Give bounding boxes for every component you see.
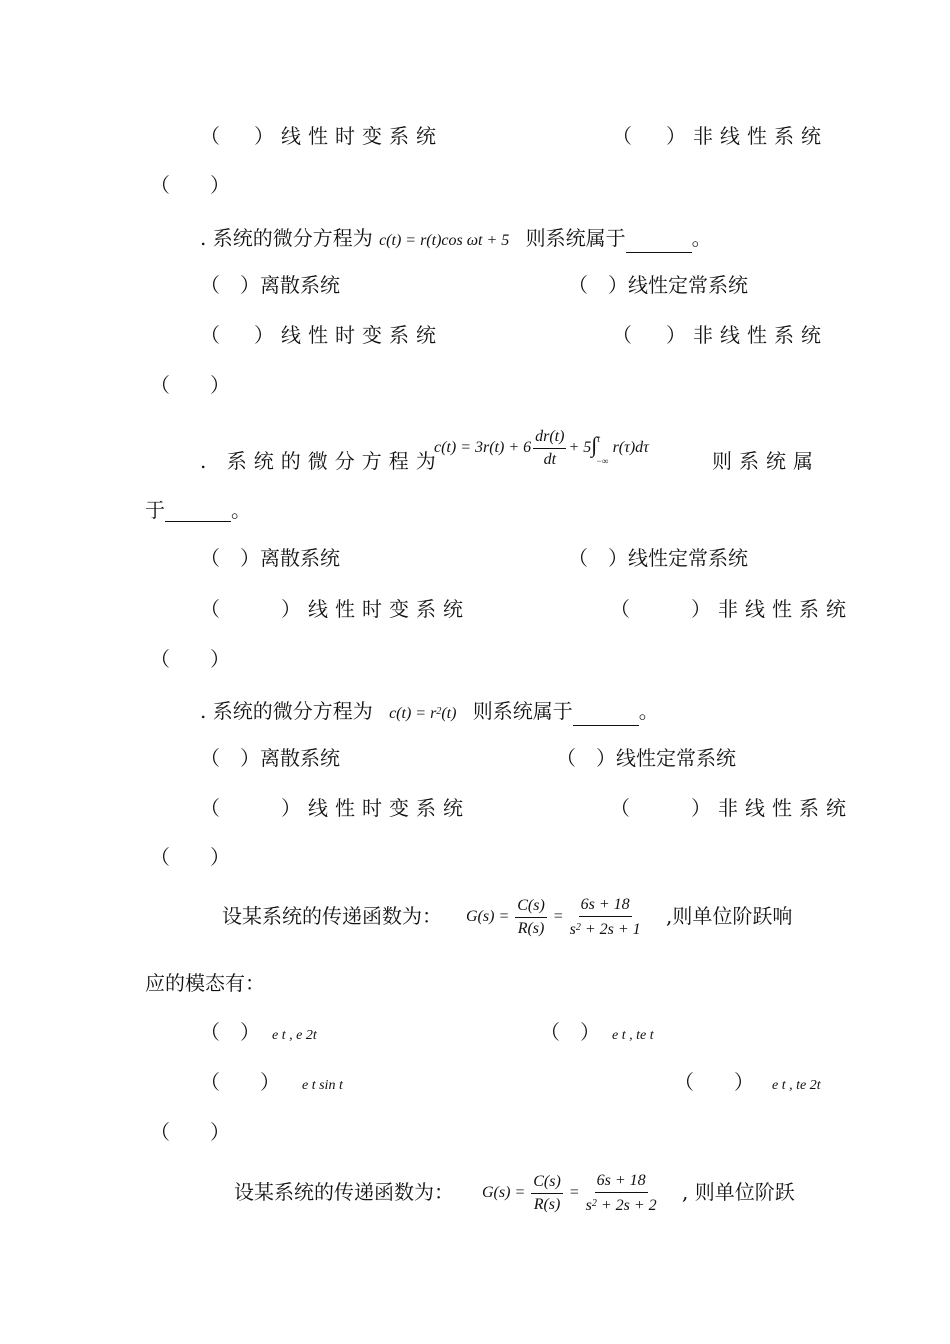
option-ltv: （ ）线性时变系统 [200,597,470,621]
answer-blank[interactable] [626,232,692,253]
q4-option-b-formula: e t , te t [612,1028,654,1043]
question-2-cont: 于 。 [145,498,251,522]
formula-q3: $c(t) = r^2(t)$ [389,705,457,722]
option-lti: （ ）线性定常系统 [568,546,748,570]
option-discrete: （ ）离散系统 [200,746,340,770]
answer-paren: （ ） [150,373,230,397]
option-ltv: （ ）线性时变系统 [200,323,443,347]
option-nonlinear: （ ）非线性系统 [612,124,828,148]
q4-option-d: （ ） e t , te 2t [674,1070,821,1094]
q4-option-c-formula: e t sin t [302,1078,343,1093]
option-nonlinear: （ ）非线性系统 [612,323,828,347]
q4-option-c: （ ） e t sin t [200,1070,343,1094]
option-nonlinear: （ ）非线性系统 [610,597,853,621]
question-4-prefix: 设某系统的传递函数为： [222,904,442,928]
formula-q5: G(s) = $\frac{C(s)}{R(s)}$ = $\frac{6s + 18}{s^2 + 2s + 2}$ [482,1172,657,1214]
formula-q2: c(t) = 3r(t) + 6 $\frac{dr(t)}{dt}$ + 5∫$^t_{-\infty}$ r(τ)dτ [434,428,649,468]
option-nonlinear: （ ）非线性系统 [610,796,853,820]
question-5-prefix: 设某系统的传递函数为： [234,1180,454,1204]
option-ltv: （ ）线性时变系统 [200,124,443,148]
q4-option-a: （ ） e t , e 2t [200,1020,317,1044]
option-lti: （ ）线性定常系统 [568,273,748,297]
question-5-suffix: , 则单位阶跃 [682,1180,795,1204]
formula-q4: G(s) = $\frac{C(s)}{R(s)}$ = $\frac{6s + 18}{s^2 + 2s + 1}$ [466,896,641,938]
option-lti: （ ）线性定常系统 [556,746,736,770]
question-2-suffix: 则系统属 [712,449,820,473]
formula-q1: c(t) = r(t)cos ωt + 5 [379,232,510,249]
option-discrete: （ ）离散系统 [200,546,340,570]
answer-paren: （ ） [150,173,230,197]
q4-option-b: （ ） e t , te t [540,1020,654,1044]
answer-blank[interactable] [165,501,231,522]
option-ltv: （ ）线性时变系统 [200,796,470,820]
question-4-cont: 应的模态有： [145,971,265,995]
question-3: . 系统的微分方程为 $c(t) = r^2(t)$ 则系统属于 。 [200,699,659,726]
question-1: . 系统的微分方程为 c(t) = r(t)cos ωt + 5 则系统属于 。 [200,226,712,253]
answer-paren: （ ） [150,845,230,869]
q4-option-a-formula: e t , e 2t [272,1028,317,1043]
answer-paren: （ ） [150,1120,230,1144]
option-discrete: （ ）离散系统 [200,273,340,297]
answer-blank[interactable] [573,705,639,726]
question-2-prefix: . 系统的微分方程为 [200,449,443,473]
q4-option-d-formula: e t , te 2t [772,1078,821,1093]
answer-paren: （ ） [150,647,230,671]
question-4-suffix: ,则单位阶跃响 [666,904,793,928]
